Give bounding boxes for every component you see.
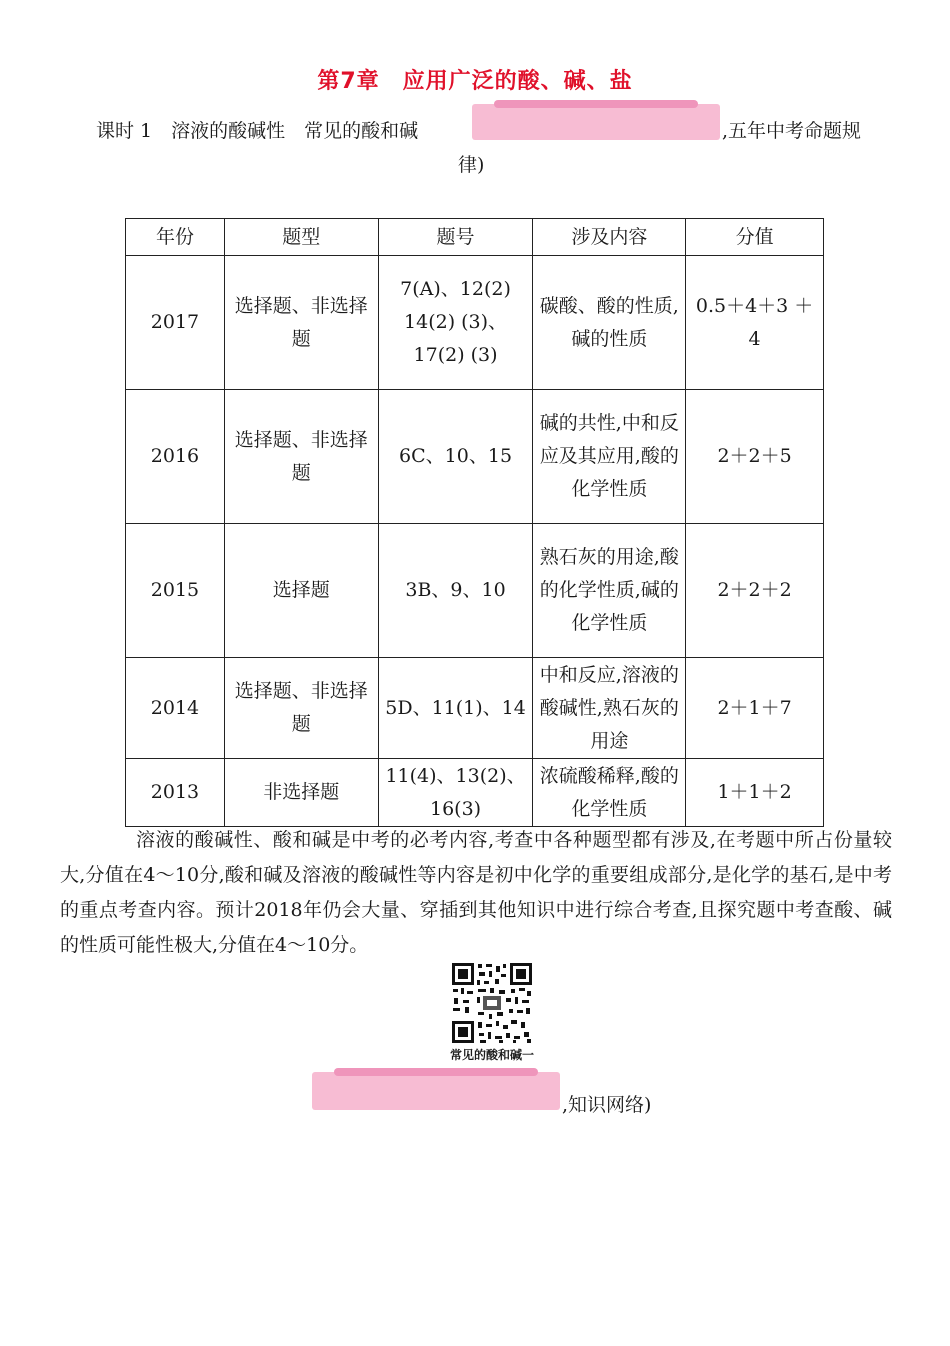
analysis-paragraph: 溶液的酸碱性、酸和碱是中考的必考内容,考查中各种题型都有涉及,在考题中所占份量较大,分值在4～10分,酸和碱及溶液的酸碱性等内容是初中化学的重要组成部分,是化学的基石,是中考的重点考查内容。预计2018年仍会大量、穿插到其他知识中进行综合考查,且探究题中考查酸、碱的性质可能性极大,分值在4～10分。	[60, 829, 892, 956]
section-banner	[312, 1072, 560, 1110]
column-header: 题型	[224, 219, 378, 256]
question-type-cell: 选择题、非选择题	[224, 390, 378, 524]
column-header: 涉及内容	[533, 219, 686, 256]
year-cell: 2013	[126, 759, 225, 827]
score-cell: 2＋1＋7	[686, 658, 824, 759]
table-row	[126, 390, 824, 524]
score-cell: 2＋2＋5	[686, 390, 824, 524]
question-type-cell: 选择题、非选择题	[224, 256, 378, 390]
table-row	[126, 658, 824, 759]
table-row	[126, 524, 824, 658]
column-header: 年份	[126, 219, 225, 256]
lesson-title-tail: ,五年中考命题规	[722, 120, 862, 142]
lesson-title-continuation: 律)	[458, 154, 485, 176]
section-banner	[472, 104, 720, 140]
chapter-title: 第7章 应用广泛的酸、碱、盐	[317, 69, 633, 94]
content-cell: 碱的共性,中和反应及其应用,酸的化学性质	[533, 390, 686, 524]
content-cell: 中和反应,溶液的酸碱性,熟石灰的用途	[533, 658, 686, 759]
score-cell: 2＋2＋2	[686, 524, 824, 658]
qr-caption: 常见的酸和碱一	[449, 1048, 534, 1062]
content-cell: 碳酸、酸的性质,碱的性质	[533, 256, 686, 390]
lesson-title: 课时 1 溶液的酸碱性 常见的酸和碱	[96, 120, 419, 142]
question-type-cell: 选择题	[224, 524, 378, 658]
question-number-cell: 6C、10、15	[378, 390, 533, 524]
question-type-cell: 选择题、非选择题	[224, 658, 378, 759]
year-cell: 2016	[126, 390, 225, 524]
question-number-cell: 5D、11(1)、14	[378, 658, 533, 759]
content-cell: 熟石灰的用途,酸的化学性质,碱的化学性质	[533, 524, 686, 658]
column-header: 分值	[686, 219, 824, 256]
question-number-cell: 3B、9、10	[378, 524, 533, 658]
question-number-cell: 11(4)、13(2)、16(3)	[378, 759, 533, 827]
year-cell: 2015	[126, 524, 225, 658]
knowledge-network-label: ,知识网络)	[562, 1094, 652, 1116]
score-cell: 1＋1＋2	[686, 759, 824, 827]
content-cell: 浓硫酸稀释,酸的化学性质	[533, 759, 686, 827]
table-header-row	[126, 219, 824, 256]
year-cell: 2014	[126, 658, 225, 759]
question-type-cell: 非选择题	[224, 759, 378, 827]
year-cell: 2017	[126, 256, 225, 390]
question-number-cell: 7(A)、12(2) 14(2) (3)、17(2) (3)	[378, 256, 533, 390]
score-cell: 0.5＋4＋3 ＋4	[686, 256, 824, 390]
column-header: 题号	[378, 219, 533, 256]
table-row	[126, 256, 824, 390]
qr-code[interactable]	[451, 962, 533, 1044]
exam-pattern-table	[125, 218, 824, 827]
table-row	[126, 759, 824, 827]
